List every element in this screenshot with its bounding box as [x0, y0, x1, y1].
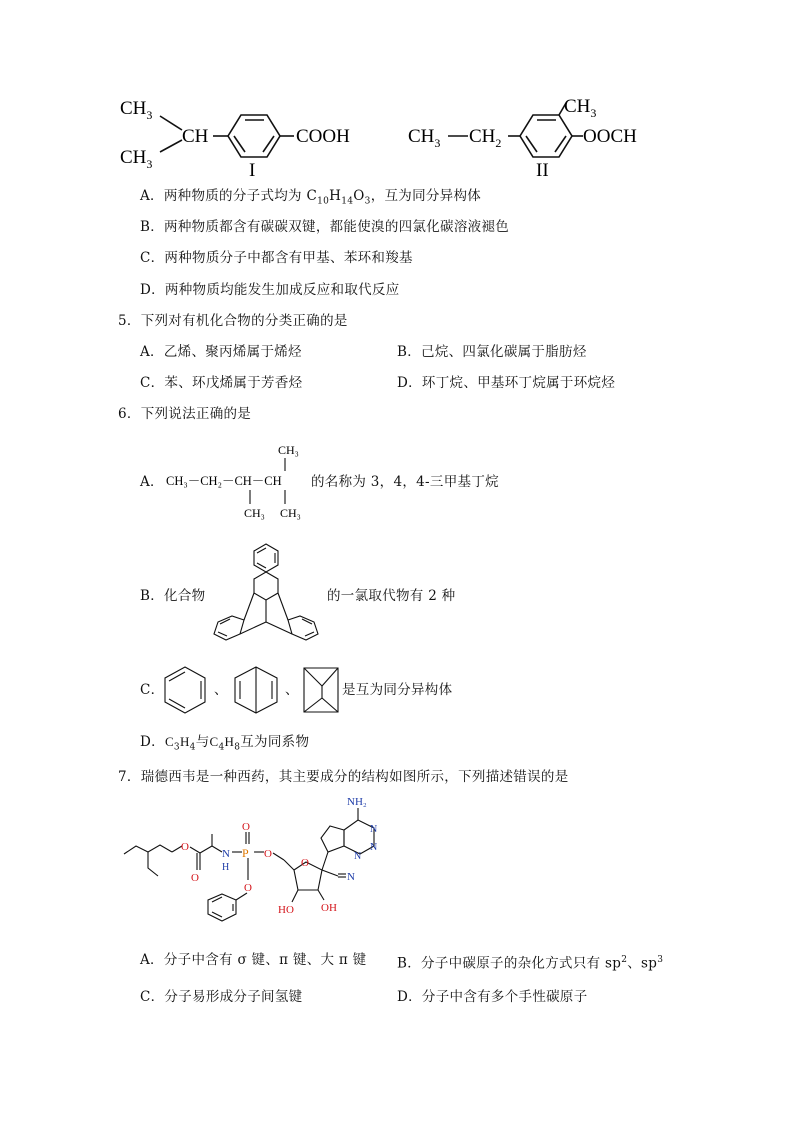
- q5-stem: 5．下列对有机化合物的分类正确的是: [118, 313, 348, 329]
- q4-option-c: C．两种物质分子中都含有甲基、苯环和羧基: [140, 250, 413, 266]
- q6a-ch3-top: CH₃: [278, 443, 299, 457]
- q5-option-b: B．己烷、四氯化碳属于脂肪烃: [397, 344, 587, 360]
- remd-nh2: NH₂: [347, 796, 367, 808]
- q6-option-c-sep-2: 、: [285, 682, 299, 698]
- remd-o-ester: O: [181, 841, 189, 853]
- q7-option-c: C．分子易形成分子间氢键: [140, 989, 303, 1005]
- remd-nitrile-n: N: [347, 871, 355, 883]
- q5-option-c: C．苯、环戊烯属于芳香烃: [140, 375, 303, 391]
- mol2-label: II: [536, 160, 549, 180]
- remd-o-phenoxy: O: [244, 882, 252, 894]
- q6-stem: 6．下列说法正确的是: [118, 406, 252, 422]
- remdesivir-structure: [118, 790, 418, 926]
- remd-o-ring: O: [301, 857, 309, 869]
- mol1-ch3-top: $CH_3$: [120, 98, 153, 122]
- q6-option-b-text: 的一氯取代物有 2 种: [327, 588, 456, 604]
- remd-p: P: [242, 846, 249, 860]
- mol2-ch3: $CH_3$: [408, 126, 441, 150]
- remd-o-link: O: [264, 848, 272, 860]
- mol2-ch2: $CH_2$: [469, 126, 502, 150]
- mol1-label: I: [249, 160, 256, 180]
- q5-option-a: A．乙烯、聚丙烯属于烯烃: [140, 344, 302, 360]
- q4-option-d: D．两种物质均能发生加成反应和取代反应: [140, 282, 400, 298]
- q5-option-d: D．环丁烷、甲基环丁烷属于环烷烃: [397, 375, 616, 391]
- q7-stem: 7．瑞德西韦是一种西药，其主要成分的结构如图所示，下列描述错误的是: [118, 769, 569, 785]
- remd-o-carbonyl: O: [191, 872, 199, 884]
- q4-option-b: B．两种物质都含有碳碳双键，都能使溴的四氯化碳溶液褪色: [140, 219, 510, 235]
- prismane-structure: [300, 662, 344, 718]
- benzene-structure: [160, 664, 210, 716]
- q7-option-a: A．分子中含有 σ 键、π 键、大 π 键: [140, 952, 367, 968]
- remd-ho: HO: [278, 904, 294, 916]
- molecule-II-structure: [400, 88, 660, 180]
- q6-option-c-sep-1: 、: [214, 682, 228, 698]
- remd-n-ring-1: N: [354, 851, 362, 862]
- q6a-ch3-bottom-1: CH₃: [244, 506, 265, 520]
- triptycene-structure: [208, 540, 328, 645]
- q6-option-a-text: 的名称为 3，4，4-三甲基丁烷: [311, 474, 499, 490]
- q6a-chain: CH₃－CH₂－CH－CH: [166, 474, 282, 488]
- q4-option-a: A．两种物质的分子式均为 $C_{10}H_{14}O_3$，互为同分异构体: [140, 188, 482, 207]
- remd-n-ring-2: N: [370, 842, 378, 853]
- dewar-benzene-structure: [230, 664, 282, 716]
- q6a-ch3-bottom-2: CH₃: [280, 506, 301, 520]
- remd-oh: OH: [321, 902, 337, 914]
- q7-option-d: D．分子中含有多个手性碳原子: [397, 989, 588, 1005]
- remd-nh-n: N: [222, 848, 230, 860]
- mol1-cooh: COOH: [296, 126, 350, 147]
- remd-n-ring-3: N: [370, 824, 378, 835]
- q6a-structure: [162, 438, 312, 526]
- q6-option-b-label: B．化合物: [140, 588, 206, 604]
- q6-option-d: D．$C_3H_4$与$C_4H_8$互为同系物: [140, 734, 310, 753]
- mol2-ch3-top: $CH_3$: [564, 96, 597, 120]
- molecule-I-structure: [110, 88, 370, 180]
- mol2-oooch: OOCH: [583, 126, 637, 147]
- q6-option-a-label: A．: [140, 474, 164, 490]
- q7-option-b: B．分子中碳原子的杂化方式只有 $sp^2$、$sp^3$: [397, 955, 664, 972]
- remd-p-o-double: O: [242, 821, 250, 833]
- q6-option-c-label: C．: [140, 682, 165, 698]
- remd-nh-h: H: [222, 862, 230, 873]
- mol1-ch: CH: [182, 126, 209, 147]
- q6-option-c-text: 是互为同分异构体: [342, 682, 453, 698]
- mol1-ch3-bottom: $CH_3$: [120, 147, 153, 171]
